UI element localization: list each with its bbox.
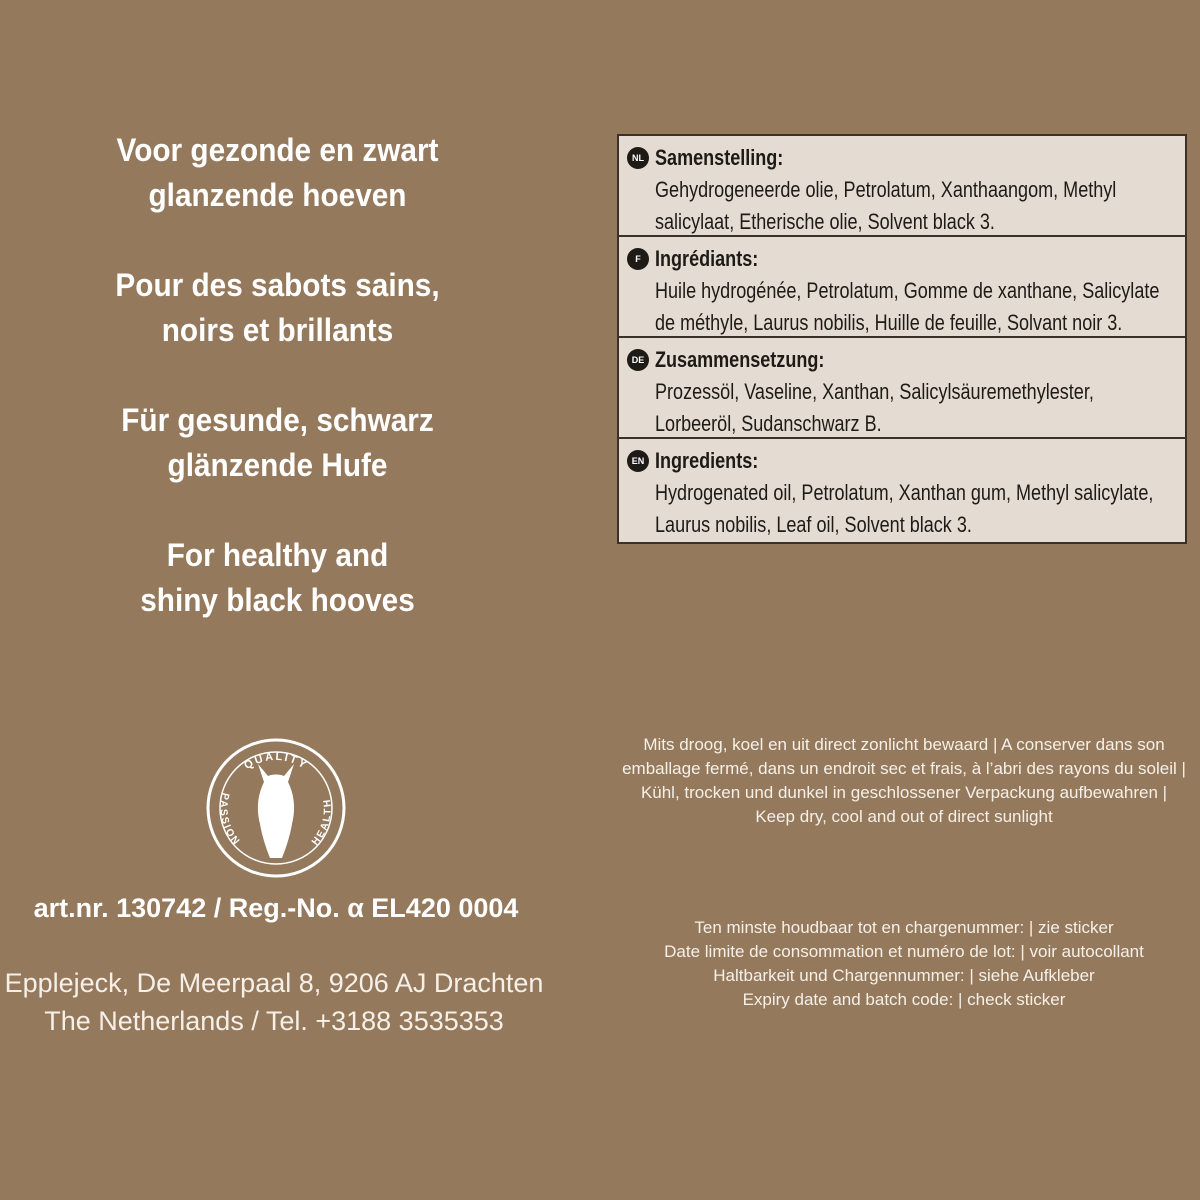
ingredients-panel (617, 134, 1187, 544)
language-badge-de: DE (627, 349, 649, 371)
logo-top-text: QUALITY (242, 750, 310, 773)
claim-de-line1: Für gesunde, schwarz (121, 402, 434, 438)
language-badge-fr: F (627, 248, 649, 270)
company-address (0, 964, 548, 1040)
ingredients-de (619, 338, 1185, 439)
claim-en (57, 533, 499, 623)
expiry-line3: Haltbarkeit und Chargennummer: | siehe Aufkleber (713, 966, 1095, 985)
language-badge-en: EN (627, 450, 649, 472)
brand-logo (204, 736, 348, 880)
claim-fr-line1: Pour des sabots sains, (115, 267, 440, 303)
ingredients-nl (619, 136, 1185, 237)
ingredients-de-text: Prozessöl, Vaseline, Xanthan, Salicylsäuremethylester, Lorbeeröl, Sudanschwarz B. (655, 379, 1094, 436)
ingredients-nl-text: Gehydrogeneerde olie, Petrolatum, Xanthaangom, Methyl salicylaat, Etherische olie, Solvent black 3. (655, 177, 1117, 234)
claim-en-line2: shiny black hooves (140, 582, 415, 618)
address-line1: Epplejeck, De Meerpaal 8, 9206 AJ Drachten (4, 968, 544, 998)
ingredients-fr-text: Huile hydrogénée, Petrolatum, Gomme de xanthane, Salicylate de méthyle, Laurus nobilis, Huille de feuille, Solvant noir 3. (655, 278, 1160, 335)
expiry-line2: Date limite de consommation et numéro de lot: | voir autocollant (664, 942, 1144, 961)
expiry-info (614, 916, 1194, 1012)
claim-nl-line2: glanzende hoeven (148, 177, 407, 213)
logo-right-text: HEALTH (310, 797, 334, 848)
claim-fr-line2: noirs et brillants (161, 312, 394, 348)
storage-line2: emballage fermé, dans un endroit sec et frais, à l’abri des rayons du soleil | (622, 759, 1186, 778)
expiry-line4: Expiry date and batch code: | check sticker (742, 990, 1066, 1009)
ingredients-de-title: Zusammensetzung: (655, 347, 825, 372)
language-badge-nl: NL (627, 147, 649, 169)
address-line2: The Netherlands / Tel. +3188 3535353 (44, 1006, 504, 1036)
claim-nl (57, 128, 499, 218)
claim-fr (57, 263, 499, 353)
ingredients-en-title: Ingredients: (655, 448, 759, 473)
expiry-line1: Ten minste houdbaar tot en chargenummer: | zie sticker (694, 918, 1114, 937)
article-number: art.nr. 130742 / Reg.-No. α EL420 0004 (33, 893, 519, 923)
storage-line3: Kühl, trocken und dunkel in geschlossener Verpackung aufbewahren | (640, 783, 1168, 802)
svg-text:PASSION (218, 792, 243, 849)
ingredients-fr-title: Ingrédiants: (655, 246, 759, 271)
ingredients-fr (619, 237, 1185, 338)
product-claims (40, 128, 515, 668)
claim-en-line1: For healthy and (166, 537, 389, 573)
logo-left-text: PASSION (217, 791, 243, 849)
claim-nl-line1: Voor gezonde en zwart (116, 132, 439, 168)
ingredients-en-text: Hydrogenated oil, Petrolatum, Xanthan gum, Methyl salicylate, Laurus nobilis, Leaf oil, Solvent black 3. (655, 480, 1154, 537)
storage-line1: Mits droog, koel en uit direct zonlicht bewaard | A conserver dans son (643, 735, 1165, 754)
claim-de (57, 398, 499, 488)
svg-text:HEALTH (310, 797, 334, 848)
svg-text:QUALITY (242, 751, 310, 772)
horse-head-icon (258, 764, 294, 858)
storage-instructions (614, 733, 1194, 829)
storage-line4: Keep dry, cool and out of direct sunlight (755, 807, 1053, 826)
ingredients-en (619, 439, 1185, 542)
ingredients-nl-title: Samenstelling: (655, 145, 784, 170)
claim-de-line2: glänzende Hufe (167, 447, 388, 483)
